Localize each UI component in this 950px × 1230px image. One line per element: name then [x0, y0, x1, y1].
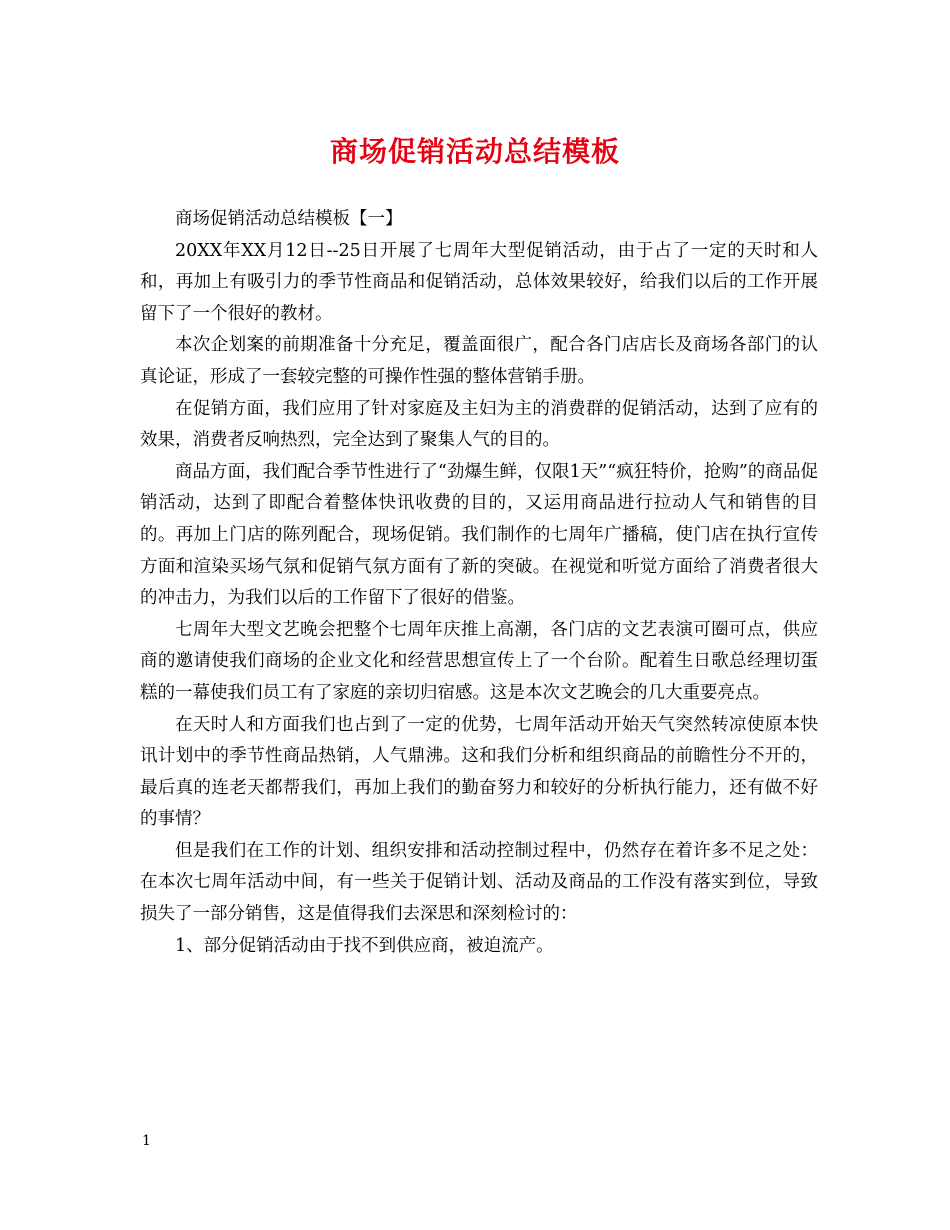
paragraph: 但是我们在工作的计划、组织安排和活动控制过程中，仍然存在着许多不足之处：在本次七周年活动中间，有一些关于促销计划、活动及商品的工作没有落实到位，导致损失了一部分销售，这是值得我们去深思和深刻检讨的：: [140, 840, 818, 925]
document-title: 商场促销活动总结模板: [329, 135, 620, 168]
section-heading: 商场促销活动总结模板【一】: [175, 209, 403, 229]
paragraph: 本次企划案的前期准备十分充足，覆盖面很广，配合各门店店长及商场各部门的认真论证，形成了一套较完整的可操作性强的整体营销手册。: [140, 335, 818, 387]
paragraph: 七周年大型文艺晚会把整个七周年庆推上高潮，各门店的文艺表演可圈可点，供应商的邀请使我们商场的企业文化和经营思想宣传上了一个台阶。配着生日歌总经理切蛋糕的一幕使我们员工有了家庭的亲切归宿感。这是本次文艺晚会的几大重要亮点。: [140, 619, 818, 703]
paragraph: 商品方面，我们配合季节性进行了“劲爆生鲜，仅限1天”“疯狂特价，抢购”的商品促销活动，达到了即配合着整体快讯收费的目的，又运用商品进行拉动人气和销售的目的。再加上门店的陈列配合，现场促销。我们制作的七周年广播稿，使门店在执行宣传方面和渲染买场气氛和促销气氛方面有了新的突破。在视觉和听觉方面给了消费者很大的冲击力，为我们以后的工作留下了很好的借鉴。: [140, 461, 818, 609]
list-item: 1、部分促销活动由于找不到供应商，被迫流产。: [175, 935, 554, 956]
paragraph: 在促销方面，我们应用了针对家庭及主妇为主的消费群的促销活动，达到了应有的效果，消费者反响热烈，完全达到了聚集人气的目的。: [140, 398, 818, 451]
paragraph: 在天时人和方面我们也占到了一定的优势，七周年活动开始天气突然转凉使原本快讯计划中的季节性商品热销，人气鼎沸。这和我们分析和组织商品的前瞻性分不开的，最后真的连老天都帮我们，再加上我们的勤奋努力和较好的分析执行能力，还有做不好的事情？: [140, 714, 818, 830]
document-body: [140, 204, 818, 962]
paragraph: 20XX年XX月12日--25日开展了七周年大型促销活动，由于占了一定的天时和人和，再加上有吸引力的季节性商品和促销活动，总体效果较好，给我们以后的工作开展留下了一个很好的教材。: [140, 240, 818, 324]
page-number: 1: [142, 1133, 151, 1149]
